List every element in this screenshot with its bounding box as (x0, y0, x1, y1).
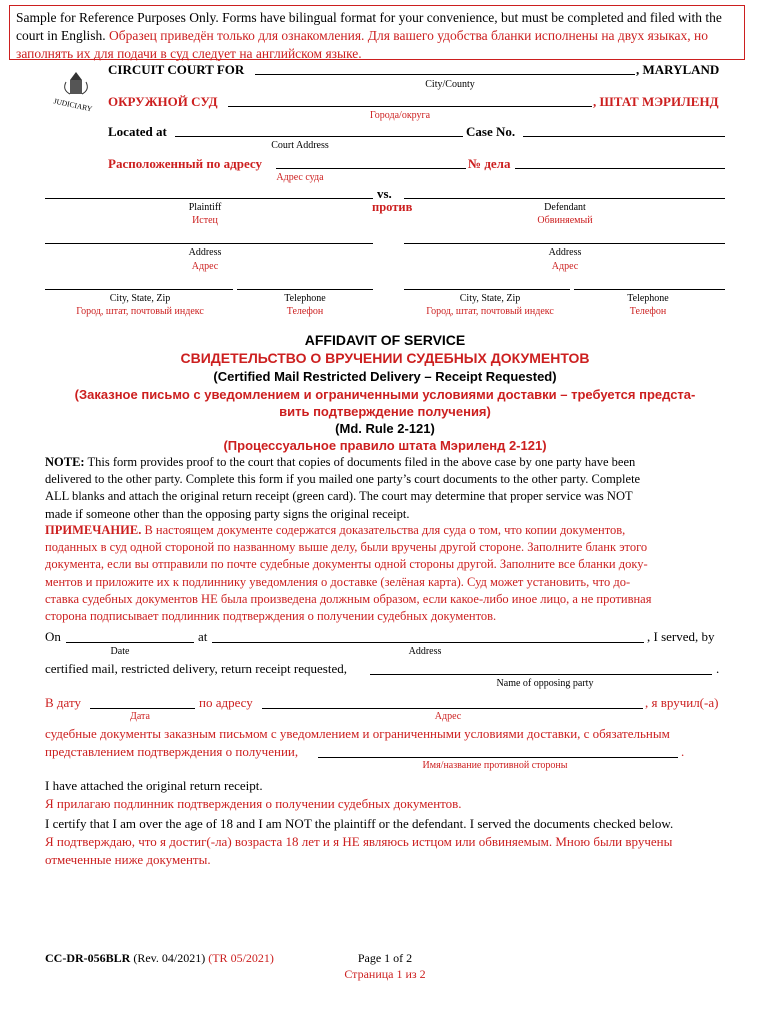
translation-date: (TR 05/2021) (205, 951, 274, 965)
note-line-ru: ментов и приложите их к подлиннику уведомления о доставке (зелёная карта). Суд может установить, что до- (45, 574, 631, 589)
period-mark: . (716, 661, 720, 676)
plaintiff-csz-caption: City, State, Zip (109, 293, 171, 304)
case-number-label-ru: № дела (468, 156, 511, 171)
note-russian (45, 522, 725, 625)
note-label: NOTE: (45, 455, 85, 469)
form-id: CC-DR-056BLR (45, 951, 131, 965)
court-name-field[interactable] (255, 74, 635, 75)
plaintiff-address-field[interactable] (45, 243, 373, 244)
service-address-field[interactable] (212, 642, 644, 643)
at-label: at (198, 629, 208, 644)
banner-russian-text: Образец приведён только для ознакомления. Для вашего удобства бланки исполнены на двух языках, но заполнять их для подачи в суд следует на английском языке. (16, 28, 709, 61)
note-line-ru: ставка судебных документов НЕ была произведена должным образом, если какое-либо иное лицо, а не противная (45, 591, 652, 606)
service-method-text-ru-line2: представлением подтверждения о получении, (45, 744, 299, 759)
service-address-field-ru[interactable] (262, 708, 643, 709)
note-english (45, 454, 725, 523)
served-by-label: , I served, by (647, 629, 715, 644)
maryland-label: , MARYLAND (636, 62, 720, 77)
rule-reference-ru: (Процессуальное правило штата Мэриленд 2-121) (223, 438, 547, 453)
certification-statement-ru-line1: Я подтверждаю, что я достиг(-ла) возраста 18 лет и я НЕ являюсь истцом или обвиняемым. Мною были вручены (45, 834, 673, 849)
circuit-court-label-ru: ОКРУЖНОЙ СУД (108, 94, 218, 109)
court-address-field-ru[interactable] (276, 168, 466, 169)
note-line-ru: документа, если вы отправили по почте судебные документы одной стороны другой. Заполните все бланки доку- (45, 557, 648, 572)
defendant-caption: Defendant (544, 202, 586, 213)
plaintiff-city-state-zip-field[interactable] (45, 289, 233, 290)
opposing-party-caption: Name of opposing party (496, 678, 594, 689)
case-number-label: Case No. (466, 124, 516, 139)
defendant-name-field[interactable] (404, 198, 725, 199)
note-line: delivered to the other party. Complete this form if you mailed one party’s court documents to the other party. Complete (45, 472, 641, 487)
vs-label-ru: против (372, 200, 413, 214)
case-number-field-ru[interactable] (515, 168, 725, 169)
document-subtitle: (Certified Mail Restricted Delivery – Receipt Requested) (213, 369, 557, 384)
defendant-address-caption: Address (548, 247, 582, 258)
plaintiff-name-field[interactable] (45, 198, 373, 199)
service-address-caption-ru: Адрес (434, 711, 462, 722)
note-line-ru: В настоящем документе содержатся доказательства для суда о том, что копии документов, (141, 523, 626, 537)
court-address-caption: Court Address (271, 140, 329, 151)
court-address-field[interactable] (175, 136, 463, 137)
plaintiff-tel-caption-ru: Телефон (286, 306, 324, 317)
document-title: AFFIDAVIT OF SERVICE (304, 332, 466, 348)
defendant-address-field[interactable] (404, 243, 725, 244)
plaintiff-caption: Plaintiff (188, 202, 222, 213)
period-mark-ru: . (681, 744, 685, 759)
plaintiff-address-caption-ru: Адрес (191, 261, 219, 272)
page-number-ru: Страница 1 из 2 (344, 967, 426, 981)
page-number: Page 1 of 2 (357, 951, 413, 965)
defendant-telephone-field[interactable] (574, 289, 725, 290)
note-label-ru: ПРИМЕЧАНИЕ. (45, 523, 142, 537)
on-label: On (45, 629, 61, 644)
opposing-party-name-field-ru[interactable] (318, 757, 678, 758)
attached-receipt-statement-ru: Я прилагаю подлинник подтверждения о получении судебных документов. (45, 796, 462, 811)
service-method-text: certified mail, restricted delivery, return receipt requested, (45, 661, 347, 676)
svg-text:JUDICIARY: JUDICIARY (52, 96, 94, 112)
defendant-address-caption-ru: Адрес (551, 261, 579, 272)
defendant-tel-caption: Telephone (627, 293, 669, 304)
attached-receipt-statement: I have attached the original return receipt. (45, 778, 263, 793)
maryland-label-ru: , ШТАТ МЭРИЛЕНД (593, 94, 719, 109)
circuit-court-label: CIRCUIT COURT FOR (108, 62, 245, 77)
city-county-caption-ru: Города/округа (369, 110, 431, 121)
plaintiff-tel-caption: Telephone (284, 293, 326, 304)
opposing-party-name-field[interactable] (370, 674, 712, 675)
case-number-field[interactable] (523, 136, 725, 137)
service-date-caption: Date (110, 646, 130, 657)
service-date-caption-ru: Дата (130, 711, 150, 722)
served-label-ru: , я вручил(-а) (645, 695, 719, 710)
plaintiff-address-caption: Address (188, 247, 222, 258)
court-name-field-ru[interactable] (228, 106, 592, 107)
certification-statement-ru-line2: отмеченные ниже документы. (45, 852, 211, 867)
defendant-csz-caption: City, State, Zip (459, 293, 521, 304)
defendant-csz-caption-ru: Город, штат, почтовый индекс (426, 306, 554, 317)
note-line: made if someone other than the opposing party signs the original receipt. (45, 506, 410, 521)
plaintiff-telephone-field[interactable] (237, 289, 373, 290)
note-line: ALL blanks and attach the original return receipt (green card). The court may determine that proper service was NOT (45, 489, 633, 504)
note-line: This form provides proof to the court that copies of documents filed in the above case by one party have been (84, 455, 636, 469)
plaintiff-caption-ru: Истец (192, 215, 218, 226)
defendant-tel-caption-ru: Телефон (629, 306, 667, 317)
at-label-ru: по адресу (199, 695, 253, 710)
on-label-ru: В дату (45, 695, 81, 710)
city-county-caption: City/County (425, 79, 475, 90)
document-subtitle-ru-line1: (Заказное письмо с уведомлением и ограниченными условиями доставки – требуется предста- (74, 387, 696, 402)
note-line-ru: сторона подписывает подлинник подтверждения о получении судебных документов. (45, 609, 497, 624)
certification-statement: I certify that I am over the age of 18 and I am NOT the plaintiff or the defendant. I served the documents checked below. (45, 816, 674, 831)
service-date-field-ru[interactable] (90, 708, 195, 709)
opposing-party-caption-ru: Имя/название противной стороны (422, 760, 568, 771)
note-line-ru: поданных в суд одной стороной по названному выше делу, были вручены другой стороне. Заполните бланк этого (45, 540, 648, 555)
rule-reference: (Md. Rule 2-121) (335, 421, 435, 436)
banner-english-text: Sample for Reference Purposes Only. Forms have bilingual format for your convenience, but must be completed and filed with the court in English. (16, 10, 722, 43)
plaintiff-csz-caption-ru: Город, штат, почтовый индекс (76, 306, 204, 317)
sample-notice-banner (9, 5, 745, 60)
document-title-ru: СВИДЕТЕЛЬСТВО О ВРУЧЕНИИ СУДЕБНЫХ ДОКУМЕНТОВ (180, 350, 590, 366)
revision-date: (Rev. 04/2021) (130, 951, 206, 965)
defendant-caption-ru: Обвиняемый (537, 215, 593, 226)
located-at-label: Located at (108, 124, 167, 139)
service-method-text-ru-line1: судебные документы заказным письмом с уведомлением и ограниченными условиями доставки, с обязательным (45, 726, 670, 741)
defendant-city-state-zip-field[interactable] (404, 289, 570, 290)
document-subtitle-ru-line2: вить подтверждение получения) (279, 404, 491, 419)
court-address-caption-ru: Адрес суда (276, 172, 324, 183)
service-date-field[interactable] (66, 642, 194, 643)
vs-label: vs. (377, 186, 392, 201)
service-address-caption: Address (408, 646, 442, 657)
form-identifier (45, 951, 274, 966)
located-at-label-ru: Расположенный по адресу (108, 156, 262, 171)
